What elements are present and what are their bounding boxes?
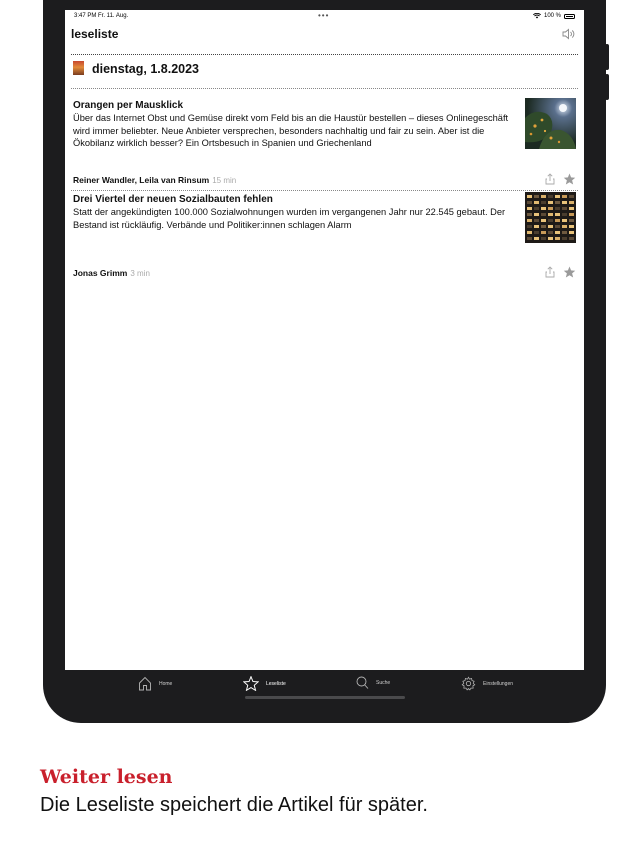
caption-title: Weiter lesen (40, 766, 173, 788)
issue-cover-thumbnail[interactable] (73, 61, 84, 75)
page-title: leseliste (71, 27, 119, 41)
article-authors: Reiner Wandler, Leila van Rinsum (73, 175, 210, 185)
home-indicator[interactable] (245, 696, 405, 699)
app-screen (65, 10, 584, 702)
article-actions (545, 266, 576, 278)
speaker-icon[interactable] (562, 28, 576, 40)
share-icon[interactable] (545, 266, 555, 278)
tab-leseliste[interactable] (243, 676, 286, 691)
article-meta (73, 175, 236, 185)
article-thumbnail[interactable] (525, 192, 576, 243)
issue-date-row (71, 60, 578, 89)
battery-percent: 100 % (543, 13, 561, 19)
status-right (533, 13, 575, 19)
gear-icon (461, 676, 476, 691)
article-thumbnail[interactable] (525, 98, 576, 149)
tab-einstellungen[interactable] (461, 676, 513, 691)
article-item[interactable] (71, 194, 578, 284)
article-read-time: 15 min (212, 176, 237, 185)
article-teaser: Über das Internet Obst und Gemüse direkt vom Feld bis an die Haustür bestellen – dieses Onlinegeschäft wird immer beliebter. Neue Anbieter versprechen, besonders nachhaltig und fair zu sein. Aber ist die Ökobilanz wirklich besser? Ein Ortsbesuch in Spanien und Griechenland (73, 113, 509, 148)
volume-button (605, 44, 609, 70)
multitask-dots[interactable]: ••• (318, 11, 330, 20)
status-time: 3:47 PM Fr. 11. Aug. (74, 13, 129, 19)
tab-label: Leseliste (266, 680, 286, 687)
battery-icon (564, 14, 575, 19)
article-authors: Jonas Grimm (73, 268, 128, 278)
tab-bar (65, 670, 584, 702)
article-read-time: 3 min (130, 269, 150, 278)
tab-suche[interactable] (356, 676, 390, 690)
status-bar (65, 10, 584, 24)
article-meta (73, 268, 150, 278)
page-header (71, 26, 578, 55)
wifi-icon (533, 13, 541, 19)
article-headline[interactable]: Orangen per Mausklick (73, 100, 184, 111)
divider (71, 190, 578, 191)
article-headline[interactable]: Drei Viertel der neuen Sozialbauten fehlen (73, 194, 273, 205)
share-icon[interactable] (545, 173, 555, 185)
tab-home[interactable] (138, 676, 172, 691)
tab-label: Suche (376, 680, 391, 686)
issue-date: dienstag, 1.8.2023 (92, 62, 200, 76)
tab-label: Einstellungen (483, 680, 514, 687)
bookmark-star-icon[interactable] (563, 173, 576, 185)
caption-subtitle: Die Leseliste speichert die Artikel für später. (40, 794, 428, 816)
tab-label: Home (159, 680, 173, 687)
article-item[interactable] (71, 100, 578, 190)
home-icon (138, 676, 152, 691)
article-teaser: Statt der angekündigten 100.000 Sozialwohnungen wurden im vergangenen Jahr nur 22.545 gebaut. Der Bestand ist rückläufig. Verbände und Politiker:innen schlagen Alarm (73, 207, 506, 230)
volume-button (605, 74, 609, 100)
article-actions (545, 173, 576, 185)
bookmark-star-icon[interactable] (563, 266, 576, 278)
star-icon (243, 676, 259, 691)
search-icon (356, 676, 369, 690)
